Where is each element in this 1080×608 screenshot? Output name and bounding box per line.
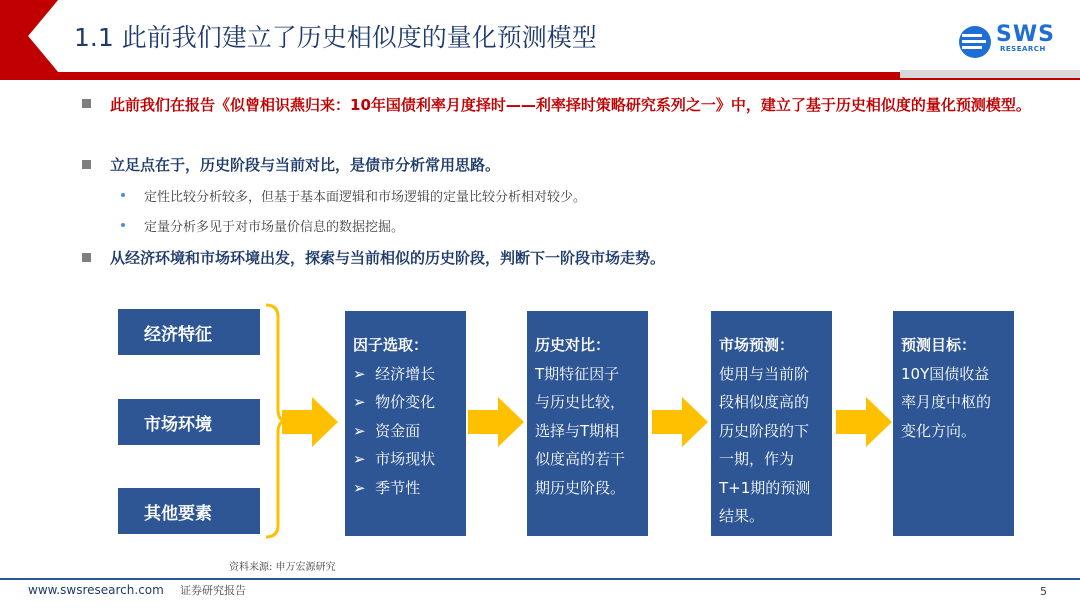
arrow-right-icon xyxy=(652,397,708,447)
square-bullet-icon xyxy=(82,99,91,108)
list-item: ➢ 季节性 xyxy=(353,478,421,497)
box-forecast-target xyxy=(893,311,1014,536)
box-market-forecast xyxy=(711,311,832,536)
arrow-bullet-icon: ➢ xyxy=(353,450,366,468)
box-factor-selection xyxy=(345,311,466,536)
bullet-2: 立足点在于，历史阶段与当前对比，是债市分析常用思路。 xyxy=(110,156,501,174)
list-item: ➢ 物价变化 xyxy=(353,393,436,411)
box-line: 历史阶段的下 xyxy=(719,421,810,440)
arrow-bullet-icon: ➢ xyxy=(353,393,366,411)
box-line: T+1期的预测 xyxy=(719,478,811,497)
arrow-right-icon xyxy=(836,397,892,447)
sub-bullet-icon xyxy=(121,193,125,197)
page-number: 5 xyxy=(1040,585,1047,598)
box-line: 似度高的若干 xyxy=(535,450,626,468)
box-line: 10Y国债收益 xyxy=(901,364,990,383)
footer-divider xyxy=(0,578,1080,580)
input-market-environment: 市场环境 xyxy=(118,399,260,445)
arrow-bullet-icon: ➢ xyxy=(353,364,366,383)
box-line: 与历史比较， xyxy=(535,393,626,411)
list-item: ➢ 市场现状 xyxy=(353,450,436,468)
input-other-factors: 其他要素 xyxy=(118,488,260,534)
box-line: 使用与当前阶 xyxy=(719,364,810,383)
sub-bullet-icon xyxy=(121,223,125,227)
list-item: ➢ 资金面 xyxy=(353,421,421,440)
bullet-1: 此前我们在报告《似曾相识燕归来：10年国债利率月度择时——利率择时策略研究系列之一》中，建立了基于历史相似度的量化预测模型。 xyxy=(110,96,1031,114)
bullet-3: 从经济环境和市场环境出发，探索与当前相似的历史阶段，判断下一阶段市场走势。 xyxy=(110,249,666,267)
box-line: 变化方向。 xyxy=(901,421,977,440)
footer-text: 证券研究报告 xyxy=(180,584,246,597)
square-bullet-icon xyxy=(82,253,91,262)
box-line: 选择与T期相 xyxy=(535,421,620,440)
box-line: 一期，作为 xyxy=(719,450,795,468)
box-line: T期特征因子 xyxy=(535,364,620,383)
arrow-bullet-icon: ➢ xyxy=(353,478,366,497)
square-bullet-icon xyxy=(82,160,91,169)
logo-subtext: RESEARCH xyxy=(1000,45,1046,53)
box-line: 期历史阶段。 xyxy=(535,478,626,497)
input-economic-features: 经济特征 xyxy=(118,309,260,355)
box-line: 段相似度高的 xyxy=(719,393,810,411)
sub-bullet-1: 定性比较分析较多，但基于基本面逻辑和市场逻辑的定量比较分析相对较少。 xyxy=(144,190,587,205)
list-item: ➢ 经济增长 xyxy=(353,364,436,383)
page-title: 1.1 此前我们建立了历史相似度的量化预测模型 xyxy=(74,23,597,52)
logo-icon xyxy=(958,25,992,59)
box-title: 历史对比： xyxy=(535,336,611,354)
box-historical-comparison xyxy=(527,311,648,536)
source-note: 资料来源: 申万宏源研究 xyxy=(229,562,336,573)
header-divider xyxy=(900,70,1080,78)
box-title: 市场预测： xyxy=(719,336,795,354)
arrow-right-icon xyxy=(282,397,338,447)
box-title: 因子选取： xyxy=(353,336,429,354)
box-title: 预测目标： xyxy=(901,336,977,354)
box-line: 结果。 xyxy=(719,507,765,525)
logo-text: SWS xyxy=(996,22,1055,47)
footer-url[interactable]: www.swsresearch.com xyxy=(28,583,164,597)
box-line: 率月度中枢的 xyxy=(901,393,992,411)
arrow-bullet-icon: ➢ xyxy=(353,421,366,440)
arrow-right-icon xyxy=(468,397,524,447)
sub-bullet-2: 定量分析多见于对市场量价信息的数据挖掘。 xyxy=(144,220,405,235)
